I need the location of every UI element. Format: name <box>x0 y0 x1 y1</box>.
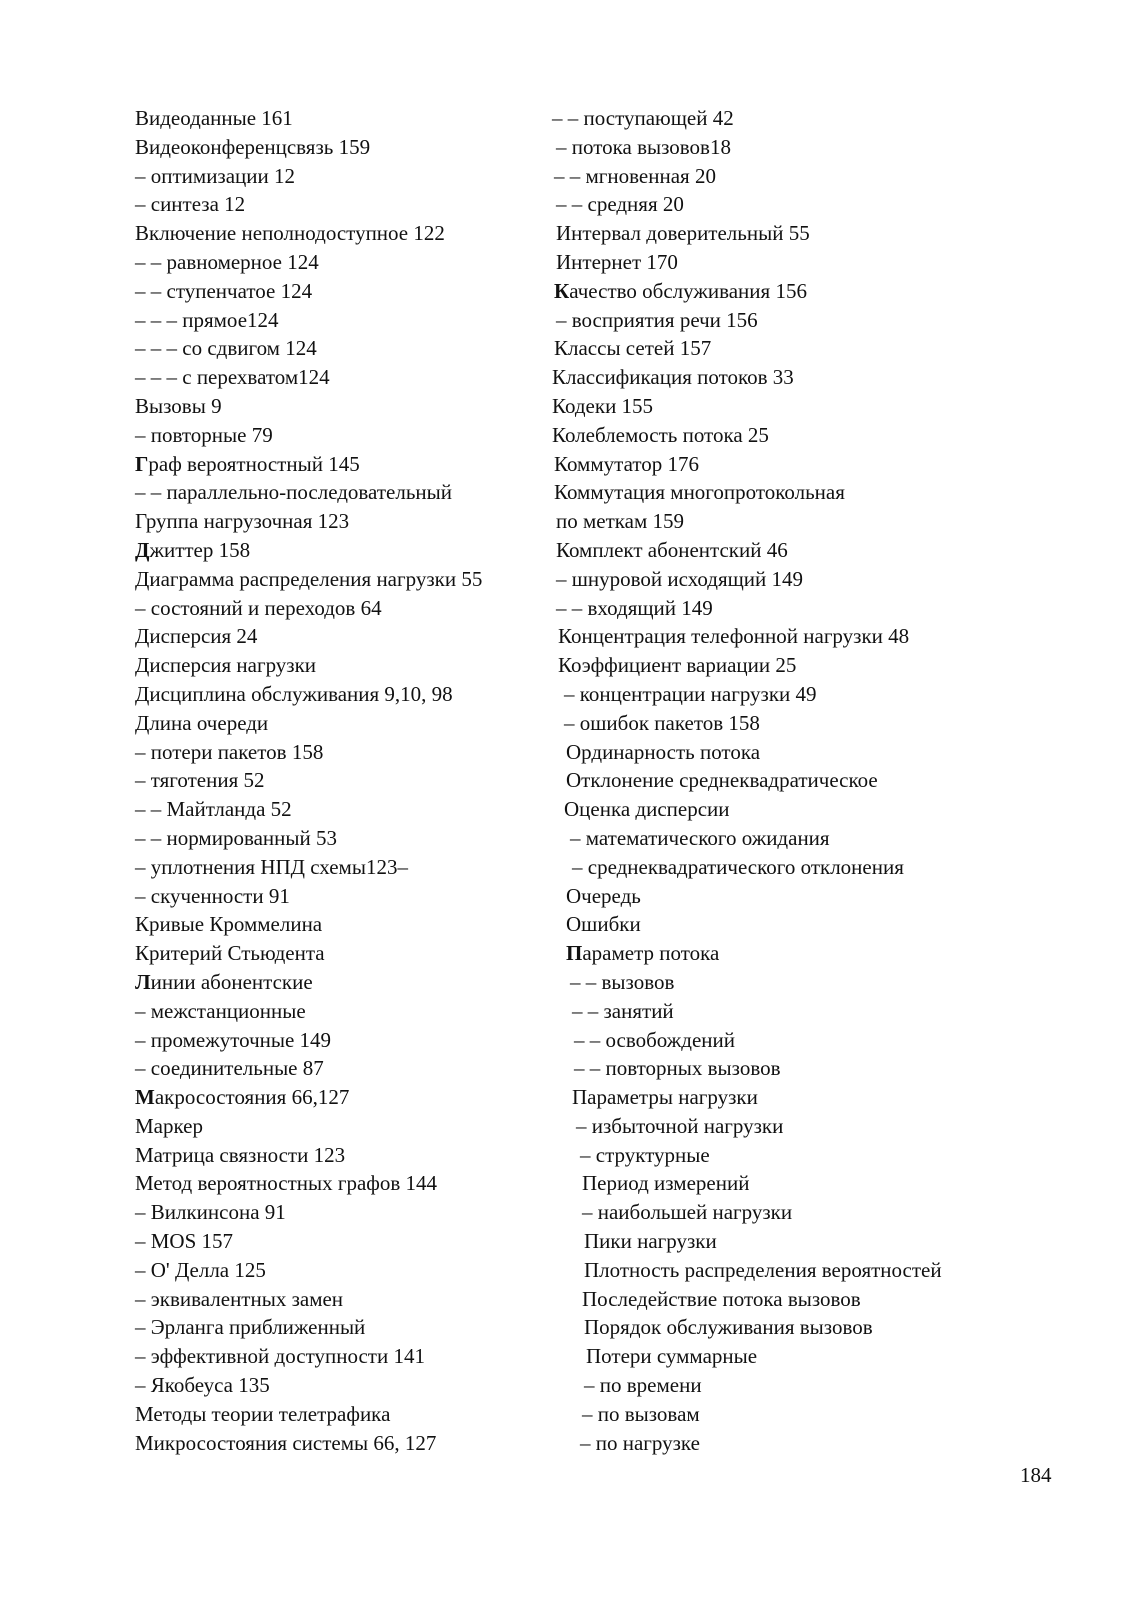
index-entry: Порядок обслуживания вызовов <box>584 1315 873 1340</box>
index-entry: – по времени <box>584 1373 702 1398</box>
index-entry: Микросостояния системы 66, 127 <box>135 1430 437 1455</box>
index-entry: – уплотнения НПД схемы123– <box>135 854 408 879</box>
entry-initial-letter: К <box>554 278 570 303</box>
index-entry: – – – с перехватом124 <box>135 365 330 390</box>
index-entry: – – освобождений <box>574 1027 736 1052</box>
index-entry: Диаграмма распределения нагрузки 55 <box>135 566 483 591</box>
index-entry <box>552 939 1022 968</box>
index-entry: – концентрации нагрузки 49 <box>564 681 817 706</box>
index-entry: – структурные <box>580 1142 710 1167</box>
index-entry: Матрица связности 123 <box>135 1142 346 1167</box>
entry-initial-letter: П <box>566 941 583 966</box>
index-entry: – оптимизации 12 <box>135 163 296 188</box>
index-entry: – – – со сдвигом 124 <box>135 336 317 361</box>
index-entry: – соединительные 87 <box>135 1056 324 1081</box>
index-entry: – повторные 79 <box>135 422 273 447</box>
entry-text-rest: ачество обслуживания 156 <box>569 278 807 303</box>
index-entry: Вызовы 9 <box>135 393 222 418</box>
index-entry: – тяготения 52 <box>135 768 265 793</box>
index-entry: Ординарность потока <box>566 739 761 764</box>
index-entry: – – вызовов <box>570 969 675 994</box>
entry-text-rest: життер 158 <box>149 537 251 562</box>
index-entry: по меткам 159 <box>556 509 685 534</box>
index-entry <box>135 450 555 479</box>
index-entry: Последействие потока вызовов <box>582 1286 861 1311</box>
index-entry: – Эрланга приближенный <box>135 1315 366 1340</box>
entry-initial-letter: Д <box>135 537 150 562</box>
index-entry: Пики нагрузки <box>584 1229 717 1254</box>
entry-text-rest: араметр потока <box>582 941 720 966</box>
entry-text-rest: инии абонентские <box>150 969 313 994</box>
index-entry: Дисперсия 24 <box>135 624 258 649</box>
index-entry: Метод вероятностных графов 144 <box>135 1171 438 1196</box>
index-entry: – синтеза 12 <box>135 192 246 217</box>
index-entry: – скученности 91 <box>135 883 290 908</box>
index-entry: – Вилкинсона 91 <box>135 1200 286 1225</box>
index-entry: Плотность распределения вероятностей <box>584 1257 942 1282</box>
index-entry: Включение неполнодоступное 122 <box>135 221 445 246</box>
index-entry: – межстанционные <box>135 998 306 1023</box>
index-entry: Коэффициент вариации 25 <box>558 653 797 678</box>
index-entry: – потери пакетов 158 <box>135 739 324 764</box>
index-entry: – потока вызовов18 <box>556 134 731 159</box>
entry-initial-letter: Г <box>135 451 149 476</box>
index-entry: Интервал доверительный 55 <box>556 221 810 246</box>
index-entry: – среднеквадратического отклонения <box>572 854 904 879</box>
index-entry: – состояний и переходов 64 <box>135 595 382 620</box>
index-entry: Очередь <box>566 883 641 908</box>
index-entry: – MOS 157 <box>135 1229 234 1254</box>
index-entry <box>135 1083 555 1112</box>
index-entry: Видеоконференцсвязь 159 <box>135 134 371 159</box>
index-entry: – O' Делла 125 <box>135 1257 266 1282</box>
index-entry: Длина очереди <box>135 710 269 735</box>
index-entry: Период измерений <box>582 1171 750 1196</box>
index-entry: – эффективной доступности 141 <box>135 1344 425 1369</box>
index-entry: – – мгновенная 20 <box>554 163 716 188</box>
index-entry: Оценка дисперсии <box>564 797 730 822</box>
index-entry: – ошибок пакетов 158 <box>564 710 760 735</box>
index-entry: – – повторных вызовов <box>574 1056 781 1081</box>
index-entry: – – – прямое124 <box>135 307 279 332</box>
index-entry: Коммутатор 176 <box>554 451 700 476</box>
index-entry: – избыточной нагрузки <box>576 1113 784 1138</box>
index-entry: – наибольшей нагрузки <box>582 1200 793 1225</box>
index-column-left <box>135 104 555 1457</box>
index-entry: – – нормированный 53 <box>135 825 337 850</box>
index-entry: – – поступающей 42 <box>552 106 734 130</box>
index-entry: – по вызовам <box>582 1401 700 1426</box>
index-entry: Колеблемость потока 25 <box>552 422 769 447</box>
index-entry: Концентрация телефонной нагрузки 48 <box>558 624 910 649</box>
index-entry: Коммутация многопротокольная <box>554 480 845 505</box>
index-entry: – – средняя 20 <box>556 192 684 217</box>
index-entry: – – ступенчатое 124 <box>135 278 313 303</box>
index-entry: – математического ожидания <box>570 825 830 850</box>
index-entry: – восприятия речи 156 <box>556 307 758 332</box>
index-entry: Дисциплина обслуживания 9,10, 98 <box>135 681 453 706</box>
index-entry: – – параллельно-последовательный <box>135 480 452 505</box>
index-entry: Кривые Кроммелина <box>135 912 323 937</box>
index-entry: – по нагрузке <box>580 1430 700 1455</box>
index-entry: Классы сетей 157 <box>554 336 712 361</box>
index-entry: – промежуточные 149 <box>135 1027 332 1052</box>
index-entry: – эквивалентных замен <box>135 1286 344 1311</box>
index-entry: Ошибки <box>566 912 641 937</box>
index-entry: Маркер <box>135 1113 203 1138</box>
index-entry: Отклонение среднеквадратическое <box>566 768 878 793</box>
index-entry: Видеоданные 161 <box>135 106 293 130</box>
index-entry <box>135 536 555 565</box>
index-entry: Потери суммарные <box>586 1344 758 1369</box>
page-number: 184 <box>1020 1463 1052 1487</box>
index-entry: Дисперсия нагрузки <box>135 653 317 678</box>
entry-text-rest: раф вероятностный 145 <box>148 451 360 476</box>
index-entry: Комплект абонентский 46 <box>556 537 788 562</box>
index-entry: Параметры нагрузки <box>572 1085 758 1110</box>
index-entry: – – занятий <box>572 998 674 1023</box>
index-entry: Критерий Стьюдента <box>135 941 325 966</box>
index-entry: Кодеки 155 <box>552 393 654 418</box>
index-entry: – Якобеуса 135 <box>135 1373 270 1398</box>
entry-text-rest: акросостояния 66,127 <box>154 1085 350 1110</box>
entry-initial-letter: М <box>135 1085 155 1110</box>
index-entry: Группа нагрузочная 123 <box>135 509 350 534</box>
index-entry: Методы теории телетрафика <box>135 1401 391 1426</box>
index-entry: – – входящий 149 <box>556 595 713 620</box>
index-entry <box>135 968 555 997</box>
index-column-right <box>552 104 1022 1457</box>
index-entry: – – Майтланда 52 <box>135 797 292 822</box>
index-entry <box>552 277 1022 306</box>
index-entry: Классификация потоков 33 <box>552 365 794 390</box>
index-entry: – шнуровой исходящий 149 <box>556 566 804 591</box>
index-entry: – – равномерное 124 <box>135 249 319 274</box>
entry-initial-letter: Л <box>135 969 151 994</box>
index-entry: Интернет 170 <box>556 249 678 274</box>
